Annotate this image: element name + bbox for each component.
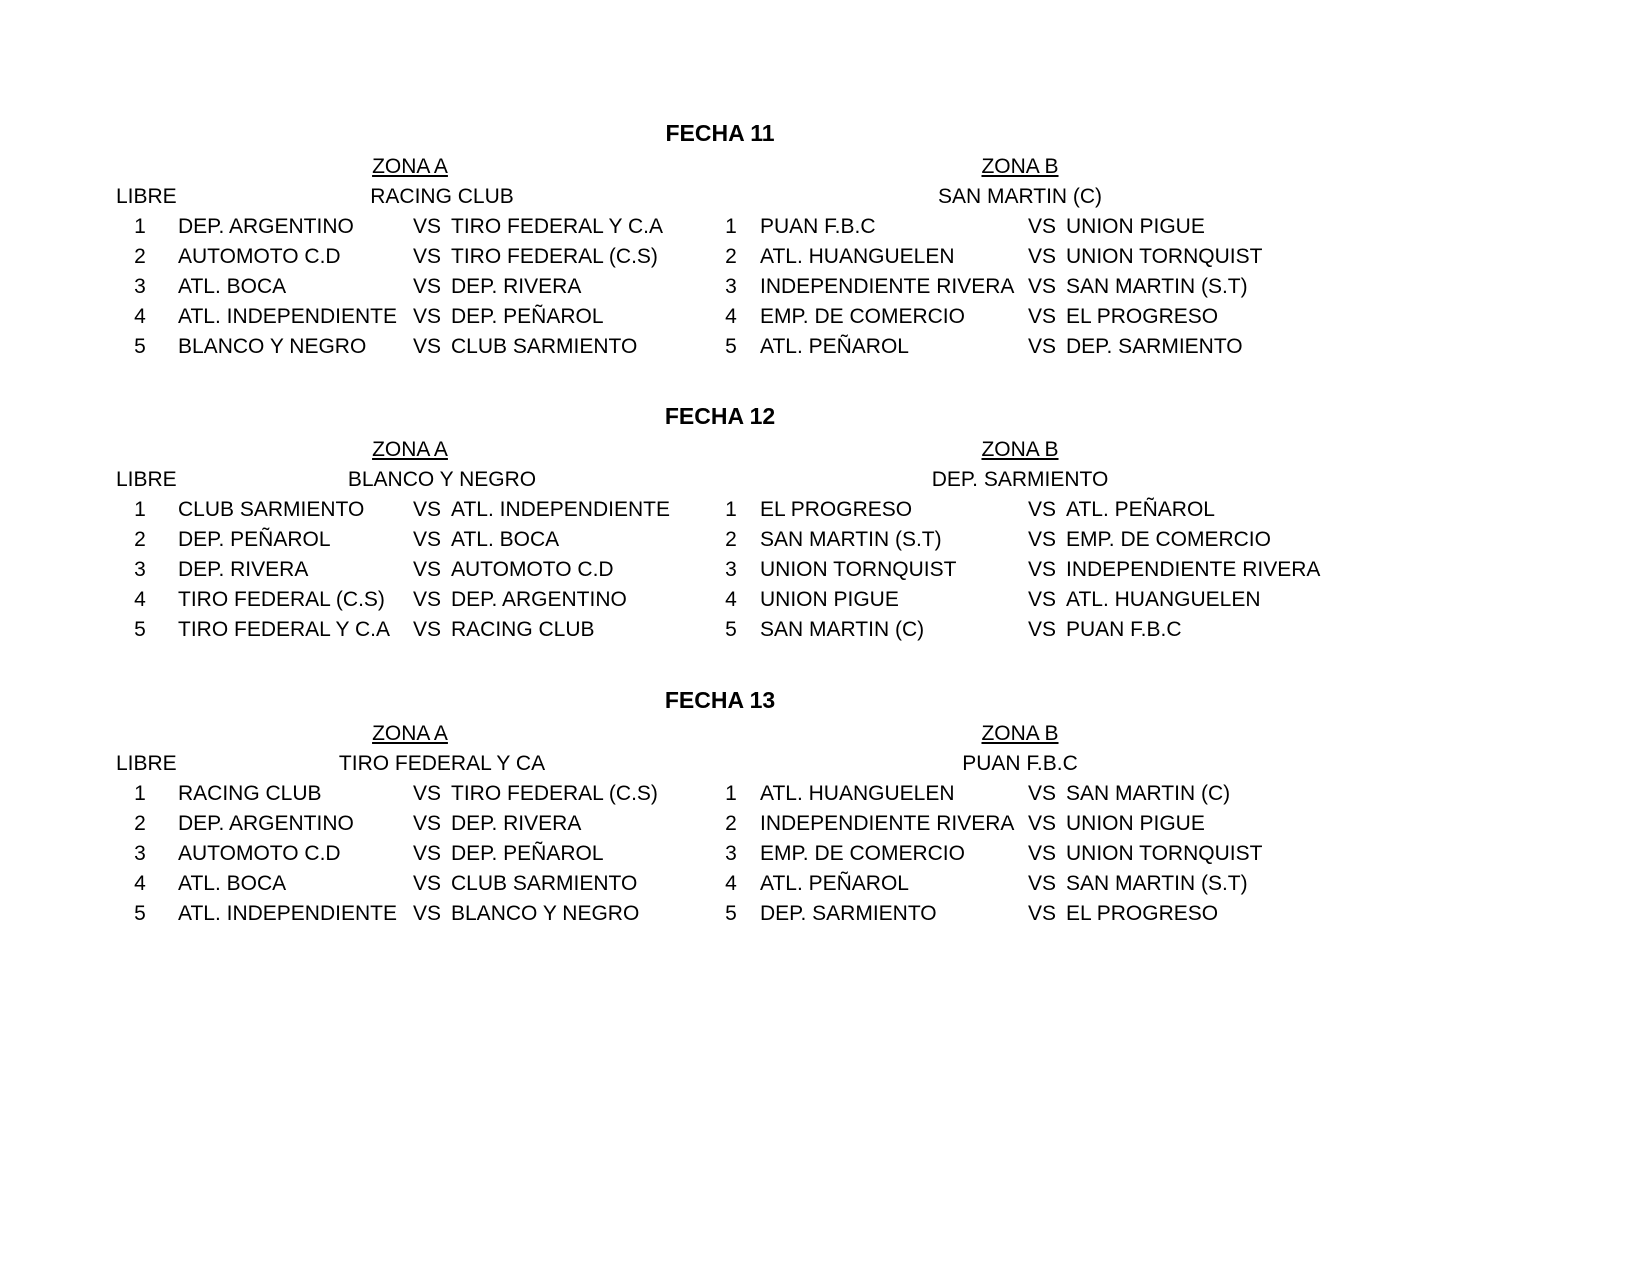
match-number: 4: [134, 305, 146, 328]
away-team: EMP. DE COMERCIO: [1066, 528, 1271, 551]
match-row: [0, 869, 1650, 899]
zona-b-title: ZONA B: [981, 155, 1059, 178]
home-team: SAN MARTIN (S.T): [760, 528, 942, 551]
home-team: ATL. PEÑAROL: [760, 335, 909, 358]
away-team: RACING CLUB: [451, 618, 595, 641]
vs-label: VS: [413, 275, 442, 298]
away-team: TIRO FEDERAL Y C.A: [451, 215, 663, 238]
vs-label: VS: [413, 305, 442, 328]
match-number: 2: [725, 812, 737, 835]
away-team: ATL. BOCA: [451, 528, 560, 551]
away-team: ATL. PEÑAROL: [1066, 498, 1215, 521]
vs-label: VS: [413, 528, 442, 551]
home-team: DEP. RIVERA: [178, 558, 309, 581]
match-number: 5: [134, 335, 146, 358]
vs-label: VS: [1028, 215, 1057, 238]
match-number: 3: [134, 842, 146, 865]
match-number: 2: [134, 528, 146, 551]
zona-a-libre-team: TIRO FEDERAL Y CA: [338, 752, 546, 775]
vs-label: VS: [1028, 842, 1057, 865]
home-team: DEP. ARGENTINO: [178, 812, 354, 835]
home-team: PUAN F.B.C: [760, 215, 876, 238]
away-team: EL PROGRESO: [1066, 305, 1219, 328]
vs-label: VS: [413, 245, 442, 268]
home-team: EMP. DE COMERCIO: [760, 842, 965, 865]
home-team: RACING CLUB: [178, 782, 322, 805]
match-number: 4: [725, 588, 737, 611]
zona-b-title: ZONA B: [981, 438, 1059, 461]
vs-label: VS: [413, 335, 442, 358]
fecha-section: [0, 118, 1650, 388]
zona-b-libre-team: PUAN F.B.C: [962, 752, 1078, 775]
libre-label: LIBRE: [116, 185, 177, 208]
vs-label: VS: [413, 782, 442, 805]
zona-a-title: ZONA A: [372, 438, 448, 461]
match-row: [0, 525, 1650, 555]
vs-label: VS: [1028, 245, 1057, 268]
match-row: [0, 302, 1650, 332]
zona-a-title: ZONA A: [372, 155, 448, 178]
match-number: 5: [134, 618, 146, 641]
away-team: SAN MARTIN (C): [1066, 782, 1231, 805]
fecha-section: [0, 685, 1650, 955]
fecha-title: FECHA 13: [664, 687, 776, 713]
vs-label: VS: [1028, 498, 1057, 521]
match-row: [0, 555, 1650, 585]
match-number: 4: [725, 872, 737, 895]
match-row: [0, 272, 1650, 302]
away-team: ATL. HUANGUELEN: [1066, 588, 1261, 611]
home-team: DEP. SARMIENTO: [760, 902, 937, 925]
vs-label: VS: [413, 872, 442, 895]
match-row: [0, 839, 1650, 869]
away-team: TIRO FEDERAL (C.S): [451, 782, 658, 805]
home-team: AUTOMOTO C.D: [178, 245, 341, 268]
vs-label: VS: [1028, 872, 1057, 895]
match-number: 2: [134, 812, 146, 835]
fecha-title: FECHA 11: [665, 120, 775, 146]
vs-label: VS: [1028, 588, 1057, 611]
match-number: 2: [725, 245, 737, 268]
match-row: [0, 495, 1650, 525]
match-row: [0, 585, 1650, 615]
vs-label: VS: [1028, 528, 1057, 551]
home-team: ATL. HUANGUELEN: [760, 782, 955, 805]
match-number: 5: [134, 902, 146, 925]
match-number: 2: [725, 528, 737, 551]
match-row: [0, 899, 1650, 929]
home-team: ATL. BOCA: [178, 872, 287, 895]
away-team: DEP. SARMIENTO: [1066, 335, 1243, 358]
fecha-title: FECHA 12: [664, 403, 776, 429]
vs-label: VS: [1028, 812, 1057, 835]
match-row: [0, 332, 1650, 362]
home-team: ATL. HUANGUELEN: [760, 245, 955, 268]
zona-b-libre-team: DEP. SARMIENTO: [931, 468, 1109, 491]
match-number: 3: [134, 558, 146, 581]
match-number: 3: [725, 558, 737, 581]
away-team: UNION TORNQUIST: [1066, 842, 1263, 865]
vs-label: VS: [413, 588, 442, 611]
libre-label: LIBRE: [116, 752, 177, 775]
away-team: EL PROGRESO: [1066, 902, 1219, 925]
home-team: SAN MARTIN (C): [760, 618, 925, 641]
match-row: [0, 779, 1650, 809]
vs-label: VS: [1028, 902, 1057, 925]
home-team: DEP. ARGENTINO: [178, 215, 354, 238]
away-team: DEP. ARGENTINO: [451, 588, 627, 611]
match-number: 4: [725, 305, 737, 328]
match-row: [0, 615, 1650, 645]
vs-label: VS: [1028, 558, 1057, 581]
away-team: ATL. INDEPENDIENTE: [451, 498, 670, 521]
home-team: INDEPENDIENTE RIVERA: [760, 275, 1015, 298]
vs-label: VS: [413, 558, 442, 581]
vs-label: VS: [1028, 275, 1057, 298]
zona-b-libre-team: SAN MARTIN (C): [937, 185, 1103, 208]
match-number: 1: [134, 215, 146, 238]
vs-label: VS: [1028, 335, 1057, 358]
home-team: ATL. INDEPENDIENTE: [178, 902, 397, 925]
match-row: [0, 809, 1650, 839]
away-team: DEP. PEÑAROL: [451, 842, 604, 865]
match-number: 1: [725, 215, 737, 238]
home-team: EL PROGRESO: [760, 498, 913, 521]
match-number: 2: [134, 245, 146, 268]
zona-a-title: ZONA A: [372, 722, 448, 745]
home-team: EMP. DE COMERCIO: [760, 305, 965, 328]
home-team: ATL. PEÑAROL: [760, 872, 909, 895]
vs-label: VS: [1028, 782, 1057, 805]
away-team: PUAN F.B.C: [1066, 618, 1182, 641]
home-team: AUTOMOTO C.D: [178, 842, 341, 865]
home-team: UNION TORNQUIST: [760, 558, 957, 581]
match-row: [0, 212, 1650, 242]
vs-label: VS: [413, 618, 442, 641]
match-number: 1: [134, 498, 146, 521]
match-number: 1: [725, 498, 737, 521]
home-team: INDEPENDIENTE RIVERA: [760, 812, 1015, 835]
zona-a-libre-team: BLANCO Y NEGRO: [347, 468, 537, 491]
home-team: TIRO FEDERAL (C.S): [178, 588, 385, 611]
vs-label: VS: [413, 498, 442, 521]
vs-label: VS: [413, 902, 442, 925]
match-row: [0, 242, 1650, 272]
match-number: 4: [134, 588, 146, 611]
home-team: CLUB SARMIENTO: [178, 498, 365, 521]
home-team: UNION PIGUE: [760, 588, 899, 611]
vs-label: VS: [1028, 305, 1057, 328]
away-team: DEP. PEÑAROL: [451, 305, 604, 328]
match-number: 1: [725, 782, 737, 805]
away-team: CLUB SARMIENTO: [451, 872, 638, 895]
vs-label: VS: [413, 812, 442, 835]
match-number: 4: [134, 872, 146, 895]
fecha-section: [0, 401, 1650, 671]
libre-label: LIBRE: [116, 468, 177, 491]
away-team: BLANCO Y NEGRO: [451, 902, 640, 925]
away-team: AUTOMOTO C.D: [451, 558, 614, 581]
away-team: CLUB SARMIENTO: [451, 335, 638, 358]
zona-b-title: ZONA B: [981, 722, 1059, 745]
away-team: SAN MARTIN (S.T): [1066, 872, 1248, 895]
home-team: DEP. PEÑAROL: [178, 528, 331, 551]
match-number: 5: [725, 902, 737, 925]
match-number: 5: [725, 335, 737, 358]
away-team: SAN MARTIN (S.T): [1066, 275, 1248, 298]
away-team: DEP. RIVERA: [451, 812, 582, 835]
away-team: UNION PIGUE: [1066, 812, 1205, 835]
home-team: ATL. INDEPENDIENTE: [178, 305, 397, 328]
home-team: ATL. BOCA: [178, 275, 287, 298]
vs-label: VS: [1028, 618, 1057, 641]
match-number: 1: [134, 782, 146, 805]
match-number: 3: [725, 275, 737, 298]
away-team: UNION PIGUE: [1066, 215, 1205, 238]
away-team: DEP. RIVERA: [451, 275, 582, 298]
away-team: INDEPENDIENTE RIVERA: [1066, 558, 1321, 581]
match-number: 5: [725, 618, 737, 641]
away-team: TIRO FEDERAL (C.S): [451, 245, 658, 268]
home-team: BLANCO Y NEGRO: [178, 335, 367, 358]
match-number: 3: [725, 842, 737, 865]
vs-label: VS: [413, 842, 442, 865]
zona-a-libre-team: RACING CLUB: [370, 185, 514, 208]
vs-label: VS: [413, 215, 442, 238]
away-team: UNION TORNQUIST: [1066, 245, 1263, 268]
home-team: TIRO FEDERAL Y C.A: [178, 618, 390, 641]
match-number: 3: [134, 275, 146, 298]
